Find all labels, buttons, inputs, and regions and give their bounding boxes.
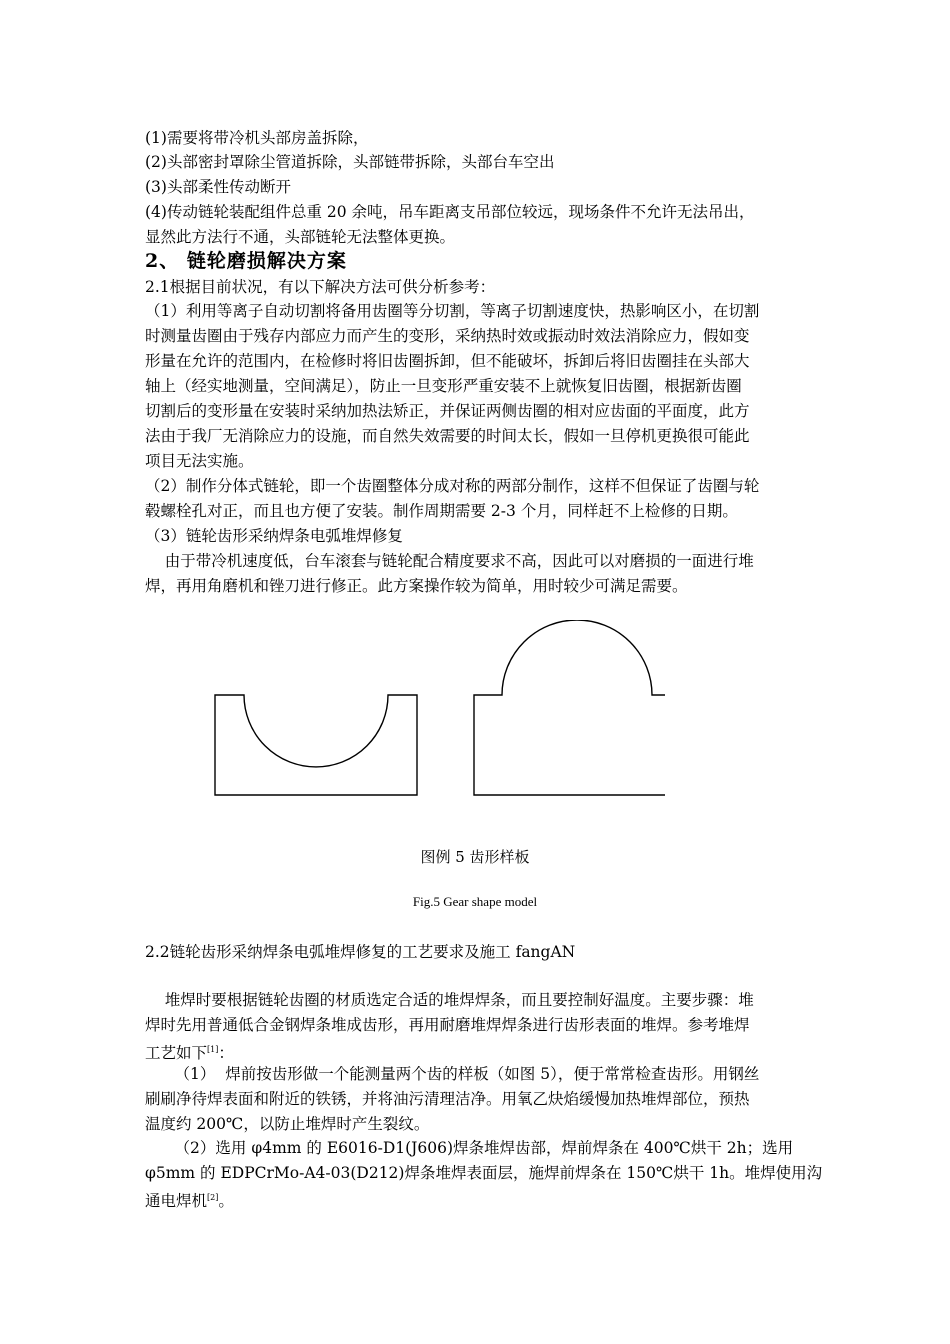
option1-line: 项目无法实施。 <box>145 452 254 470</box>
step2-line: φ5mm 的 EDPCrMo-A4-03(D212)焊条堆焊表面层，施焊前焊条在 150℃烘干 1h。堆焊使用沟 <box>145 1164 823 1182</box>
dome-template-shape <box>474 620 665 795</box>
reference-marker[interactable]: [2] <box>207 1193 219 1202</box>
list-item: (1)需要将带冷机头部房盖拆除， <box>145 129 369 147</box>
subsection-title: 2.2链轮齿形采纳焊条电弧堆焊修复的工艺要求及施工 fangAN <box>145 943 576 961</box>
step2-line: （2）选用 φ4mm 的 E6016-D1(J606)焊条堆焊齿部，焊前焊条在 400℃烘干 2h；选用 <box>145 1139 794 1157</box>
subsection-title: 2.1根据目前状况，有以下解决方法可供分析参考： <box>145 278 496 296</box>
gear-shape-figure <box>205 620 665 800</box>
option1-line: 轴上（经实地测量，空间满足），防止一旦变形严重安装不上就恢复旧齿圈，根据新齿圈 <box>145 377 742 395</box>
option3-line: 由于带冷机速度低，台车滚套与链轮配合精度要求不高，因此可以对磨损的一面进行堆 <box>145 552 754 570</box>
option1-line: 形量在允许的范围内，在检修时将旧齿圈拆卸，但不能破坏，拆卸后将旧齿圈挂在头部大 <box>145 352 750 370</box>
reference-marker[interactable]: [1] <box>207 1045 219 1054</box>
step2-text-end: 。 <box>218 1192 234 1210</box>
list-item: (3)头部柔性传动断开 <box>145 178 291 196</box>
step2-line <box>145 1186 810 1213</box>
intro-text-end: ： <box>218 1044 234 1062</box>
list-item: (2)头部密封罩除尘管道拆除，头部链带拆除，头部台车空出 <box>145 153 555 171</box>
option2-line: 毂螺栓孔对正，而且也方便了安装。制作周期需要 2-3 个月，同样赶不上检修的日期。 <box>145 502 738 520</box>
step1-line: （1） 焊前按齿形做一个能测量两个齿的样板（如图 5），便于常常检查齿形。用钢丝 <box>145 1065 760 1083</box>
option3-title: （3）链轮齿形采纳焊条电弧堆焊修复 <box>145 527 403 545</box>
step1-line: 温度约 200℃，以防止堆焊时产生裂纹。 <box>145 1115 430 1133</box>
figure-caption-en: Fig.5 Gear shape model <box>412 894 538 909</box>
step1-line: 刷刷净待焊表面和附近的铁锈，并将油污清理洁净。用氧乙炔焰缓慢加热堆焊部位，预热 <box>145 1090 750 1108</box>
figure-caption-cn: 图例 5 齿形样板 <box>420 848 530 866</box>
option1-line: （1）利用等离子自动切割将备用齿圈等分切割，等离子切割速度快，热影响区小，在切割 <box>145 302 760 320</box>
intro-line <box>145 1038 810 1065</box>
option1-line: 法由于我厂无消除应力的设施，而自然失效需要的时间太长，假如一旦停机更换很可能此 <box>145 427 750 445</box>
list-item: (4)传动链轮装配组件总重 20 余吨，吊车距离支吊部位较远，现场条件不允许无法吊出， <box>145 203 755 221</box>
intro-line: 焊时先用普通低合金钢焊条堆成齿形，再用耐磨堆焊焊条进行齿形表面的堆焊。参考堆焊 <box>145 1016 750 1034</box>
option2-line: （2）制作分体式链轮，即一个齿圈整体分成对称的两部分制作，这样不但保证了齿圈与轮 <box>145 477 760 495</box>
section-heading: 2、 链轮磨损解决方案 <box>145 250 347 272</box>
option3-line: 焊，再用角磨机和锉刀进行修正。此方案操作较为简单，用时较少可满足需要。 <box>145 577 688 595</box>
option1-line: 切割后的变形量在安装时采纳加热法矫正，并保证两侧齿圈的相对应齿面的平面度，此方 <box>145 402 750 420</box>
option1-line: 时测量齿圈由于残存内部应力而产生的变形，采纳热时效或振动时效法消除应力，假如变 <box>145 327 750 345</box>
list-item: 显然此方法行不通，头部链轮无法整体更换。 <box>145 228 456 246</box>
step2-text: 通电焊机 <box>145 1192 208 1210</box>
intro-line: 堆焊时要根据链轮齿圈的材质选定合适的堆焊焊条，而且要控制好温度。主要步骤：堆 <box>145 991 754 1009</box>
intro-text: 工艺如下 <box>145 1044 208 1062</box>
notch-template-shape <box>215 695 417 795</box>
